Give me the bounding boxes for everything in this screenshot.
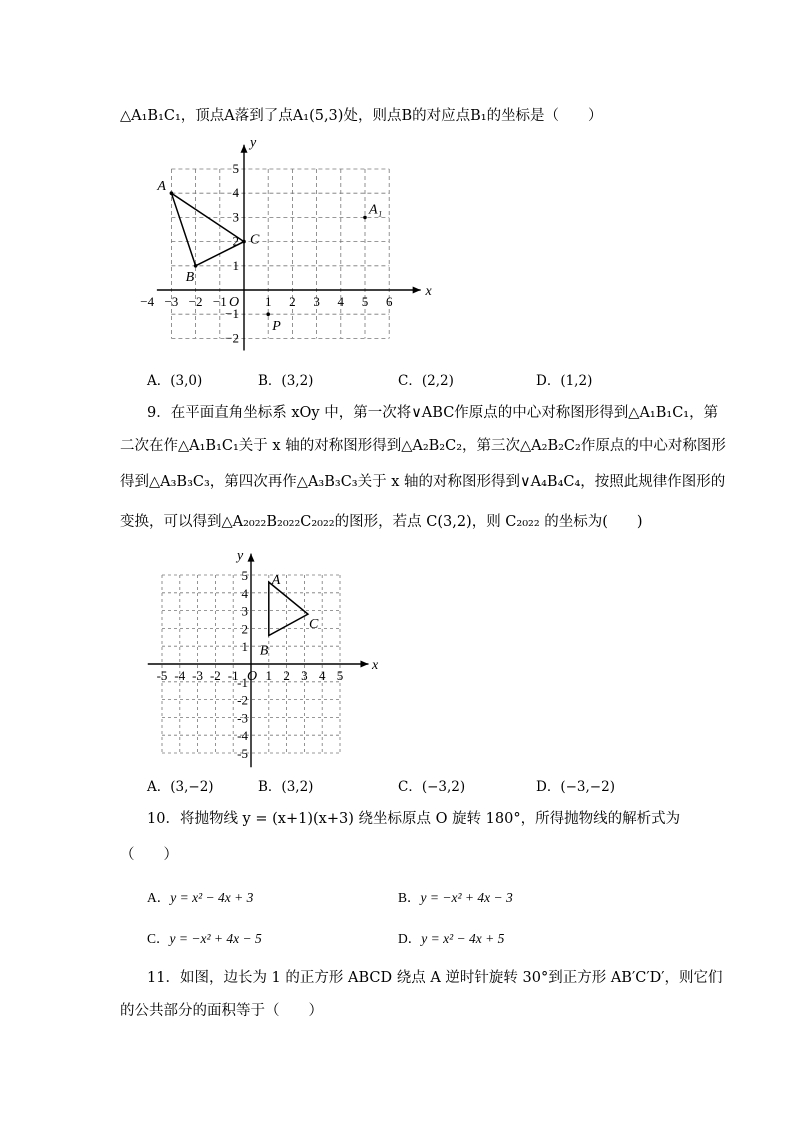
label-p: P [272,319,281,335]
q10-option-c[interactable]: C．y = −x² + 4x − 5 [147,931,262,946]
y-tick-label: 3 [232,209,239,225]
x-tick-label: -2 [209,668,221,683]
q9-line-2: 二次在作△A₁B₁C₁关于 x 轴的对称图形得到△A₂B₂C₂，第三次△A₂B₂C₂作原点的中心对称图形 [120,438,726,454]
x-tick-label: 3 [313,294,320,309]
origin-label: O [247,669,258,684]
y-axis-arrow [241,145,248,153]
label-b: B [185,269,195,285]
q8-option-a[interactable]: A．(3,0) [147,373,203,389]
x-tick-label: -1 [227,668,239,683]
x-tick-label: 3 [301,668,308,683]
y-axis-label: y [237,548,244,564]
point-dot [170,191,174,195]
q8-option-b[interactable]: B．(3,2) [258,373,314,389]
y-tick-label: -1 [237,674,248,690]
point-dot [363,216,367,220]
y-tick-label: 4 [232,185,239,201]
x-tick-label: −2 [188,294,203,309]
q9-line-3: 得到△A₃B₃C₃，第四次再作△A₃B₃C₃关于 x 轴的对称图形得到∨A₄B₄C₄，按照此规律作图形的 [120,474,726,490]
q11-line-2: 的公共部分的面积等于（ ） [120,1003,323,1019]
y-tick-label: 1 [232,257,239,273]
label-a: A [271,573,281,589]
y-tick-label: -5 [237,746,248,761]
q8-option-c[interactable]: C．(2,2) [398,373,454,389]
x-tick-label: 5 [361,294,369,309]
label-a1: A₁ [369,202,383,218]
origin-label: O [229,295,240,310]
q10-option-b-value: y = −x² + 4x − 3 [420,890,513,905]
q9-option-b-value: (3,2) [281,779,314,795]
x-axis-arrow [413,287,421,294]
y-tick-label: 4 [241,585,248,601]
label-c: C [308,617,319,633]
label-a: A [157,179,166,195]
y-tick-label: 5 [241,568,248,583]
q10-option-a[interactable]: A．y = x² − 4x + 3 [147,890,254,905]
q10-line-1: 10．将抛物线 y = (x+1)(x+3) 绕坐标原点 O 旋转 180°，所得抛物线的解析式为 [147,811,681,827]
y-tick-label: -3 [237,710,248,726]
y-tick-label: −2 [225,330,239,346]
x-tick-label: −3 [164,294,179,309]
label-b: B [259,643,269,659]
q8-option-a-value: (3,0) [170,373,203,389]
q9-option-c-value: (−3,2) [421,779,466,795]
x-tick-label: −4 [140,294,155,309]
x-axis-label: x [372,658,379,673]
q8-option-b-value: (3,2) [281,373,314,389]
point-dot [266,312,270,316]
q11-line-1: 11．如图，边长为 1 的正方形 ABCD 绕点 A 逆时针旋转 30°到正方形 AB′C′D′，则它们 [147,970,723,986]
x-tick-label: 5 [336,668,344,683]
q8-option-c-value: (2,2) [421,373,454,389]
y-axis-label: y [250,135,257,151]
x-axis-arrow [360,661,368,668]
y-tick-label: -2 [237,692,248,708]
x-tick-label: −1 [212,294,227,309]
q8-option-d[interactable]: D．(1,2) [536,373,593,389]
q9-coordinate-figure [145,543,379,768]
triangle-abc [269,582,308,635]
y-tick-label: 5 [232,161,239,176]
x-tick-label: 4 [318,668,326,683]
q8-intro: △A₁B₁C₁，顶点A落到了点A₁(5,3)处，则点B的对应点B₁的坐标是（ ） [120,108,603,124]
x-tick-label: -4 [174,668,186,683]
q10-option-d[interactable]: D．y = x² − 4x + 5 [398,931,505,946]
q9-line-4: 变换，可以得到△A₂₀₂₂B₂₀₂₂C₂₀₂₂的图形，若点 C(3,2)，则 C₂₀₂₂ 的坐标为( ) [120,514,643,530]
x-tick-label: 2 [289,294,296,309]
x-tick-label: 6 [385,294,393,309]
y-tick-label: 3 [241,603,248,619]
x-tick-label: -5 [156,668,168,683]
x-tick-label: 1 [264,294,272,309]
q9-option-a-value: (3,−2) [170,779,214,795]
q8-option-d-value: (1,2) [560,373,593,389]
triangle-abc [171,193,244,266]
q9-option-d-value: (−3,−2) [560,779,615,795]
q10-line-2: （ ） [120,847,178,863]
x-tick-label: 4 [337,294,345,309]
q9-line-1: 9．在平面直角坐标系 xOy 中，第一次将∨ABC作原点的中心对称图形得到△A₁B₁C₁，第 [147,405,719,421]
y-tick-label: 2 [232,233,239,249]
y-tick-label: 2 [241,621,248,637]
point-dot [194,264,198,268]
q9-option-a[interactable]: A．(3,−2) [147,779,214,795]
x-tick-label: 2 [283,668,290,683]
y-tick-label: 1 [241,639,248,655]
q9-option-d[interactable]: D．(−3,−2) [536,779,615,795]
x-axis-label: x [425,284,432,299]
q9-option-c[interactable]: C．(−3,2) [398,779,466,795]
q8-coordinate-figure [140,135,450,355]
x-tick-label: 1 [265,668,273,683]
y-axis-arrow [248,554,255,562]
y-tick-label: -4 [237,728,248,744]
point-dot [242,240,246,244]
label-c: C [250,232,260,248]
x-tick-label: -3 [192,668,204,683]
q10-option-b[interactable]: B．y = −x² + 4x − 3 [398,890,513,905]
y-tick-label: −1 [225,306,239,322]
q9-option-b[interactable]: B．(3,2) [258,779,314,795]
q10-option-c-value: y = −x² + 4x − 5 [169,931,262,946]
q10-option-d-value: y = x² − 4x + 5 [421,931,505,946]
q10-option-a-value: y = x² − 4x + 3 [170,890,254,905]
